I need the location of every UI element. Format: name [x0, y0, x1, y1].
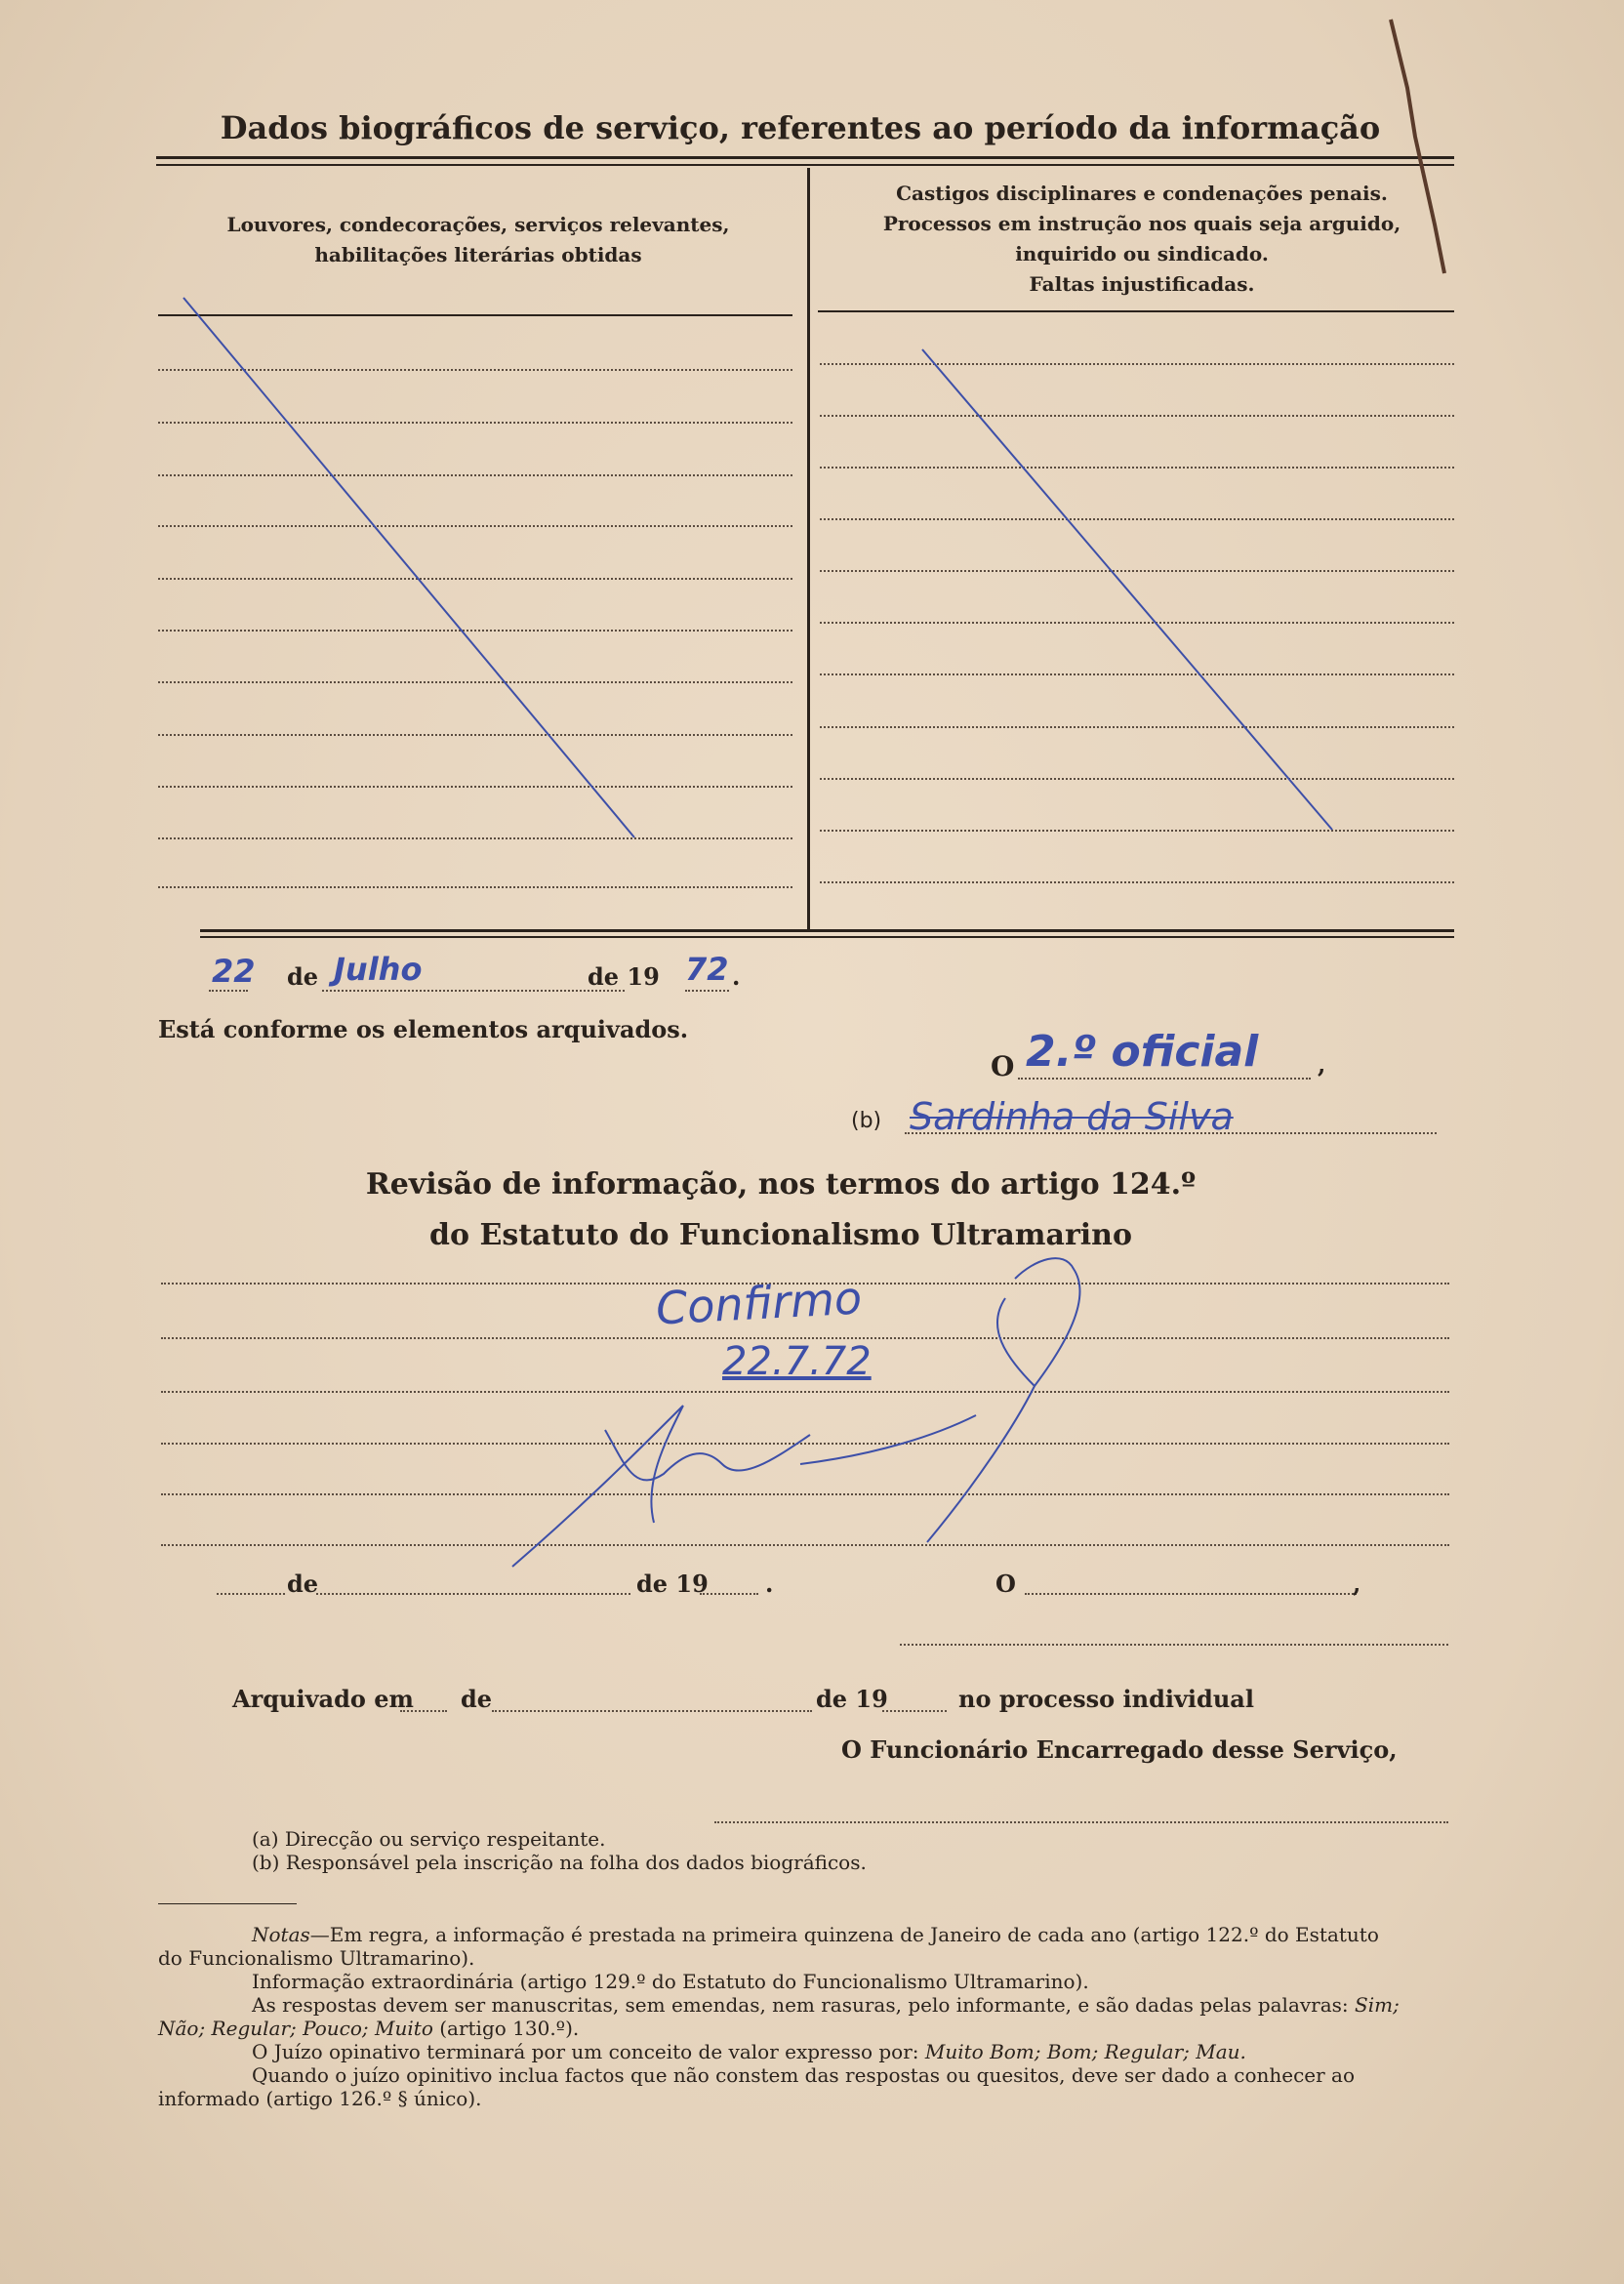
archive-year-dots — [882, 1710, 947, 1712]
rev-signature-dots — [900, 1644, 1448, 1646]
conformity-official — [991, 1027, 1361, 1082]
right-dots-line-11 — [820, 881, 1454, 883]
rev-dots-line-3 — [161, 1391, 1449, 1393]
footnotes — [252, 1827, 867, 1874]
left-dots-line-3 — [158, 474, 792, 476]
right-heading-line4: Faltas injustificadas. — [1029, 272, 1255, 296]
archive-day-dots — [400, 1710, 447, 1712]
official-title: 2.º oficial — [1026, 1027, 1259, 1077]
table-bottom-rule — [200, 929, 1454, 932]
notes-line5-rest: (artigo 130.º). — [439, 2017, 580, 2040]
left-heading-line1: Louvores, condecorações, serviços relevantes, — [226, 213, 730, 236]
rev-day-dots — [217, 1593, 285, 1595]
left-dots-line-8 — [158, 734, 792, 736]
right-dots-line-4 — [820, 518, 1454, 520]
date-day-dots — [209, 990, 248, 992]
title-rule-thin — [156, 164, 1454, 166]
date-end: . — [732, 962, 741, 991]
rev-o-label: O — [995, 1570, 1016, 1598]
rev-dots-line-6 — [161, 1544, 1449, 1546]
notes-block — [158, 1923, 1456, 2110]
handwritten-confirm-date: 22.7.72 — [722, 1339, 872, 1384]
date-month-dots — [322, 990, 625, 992]
right-column-heading — [830, 179, 1454, 300]
notes-line6-text: O Juízo opinativo terminará por um conceito de valor expresso por: — [252, 2040, 919, 2063]
right-heading-rule — [818, 310, 1454, 312]
archive-de-1: de — [461, 1685, 493, 1713]
right-dots-line-10 — [820, 830, 1454, 832]
right-dots-line-5 — [820, 570, 1454, 572]
rev-dots-line-4 — [161, 1443, 1449, 1445]
left-dots-line-7 — [158, 681, 792, 683]
right-heading-line1: Castigos disciplinares e condenações penais. — [896, 182, 1388, 205]
right-dots-line-2 — [820, 415, 1454, 417]
archive-process: no processo individual — [958, 1685, 1254, 1713]
handwritten-confirm: Confirmo — [654, 1271, 864, 1335]
rev-end: . — [765, 1570, 774, 1598]
right-dots-line-3 — [820, 467, 1454, 469]
footnote-separator — [158, 1903, 297, 1904]
notes-line-5 — [158, 2017, 1456, 2040]
responsible-signature: Sardinha da Silva — [910, 1095, 1234, 1138]
responsible-line — [851, 1093, 1437, 1138]
footnote-b: (b) Responsável pela inscrição na folha dos dados biográficos. — [252, 1851, 867, 1874]
left-dots-line-6 — [158, 630, 792, 632]
o-label: O — [991, 1050, 1015, 1082]
date-year: 72 — [685, 951, 729, 988]
notes-line-7: Quando o juízo opinitivo inclua factos que não constem das respostas ou quesitos, deve ser dado a conhecer ao — [252, 2063, 1355, 2087]
left-column-heading — [166, 210, 791, 270]
left-strike-line — [183, 298, 634, 837]
archive-line — [232, 1681, 1306, 1720]
left-dots-line-9 — [158, 786, 792, 788]
revision-title-line1: Revisão de informação, nos termos do artigo 124.º — [365, 1167, 1197, 1202]
date-line — [158, 951, 744, 998]
rev-comma: , — [1353, 1570, 1361, 1598]
rev-de-1: de — [287, 1570, 319, 1598]
rev-year-dots — [700, 1593, 758, 1595]
right-heading-line3: inquirido ou sindicado. — [1015, 242, 1269, 265]
left-dots-line-2 — [158, 422, 792, 424]
date-de-1: de — [287, 962, 319, 991]
left-dots-line-11 — [158, 886, 792, 888]
revision-title-line2: do Estatuto do Funcionalismo Ultramarino — [429, 1218, 1132, 1252]
title-rule — [156, 156, 1454, 159]
right-strike-line — [922, 349, 1332, 830]
notes-line4-text: As respostas devem ser manuscritas, sem emendas, nem rasuras, pelo informante, e são dadas pelas palavras: — [252, 1993, 1349, 2017]
footnote-a: (a) Direcção ou serviço respeitante. — [252, 1827, 606, 1851]
official-dots — [1018, 1078, 1311, 1080]
notes-line6-words: Muito Bom; Bom; Regular; Mau. — [924, 2040, 1246, 2063]
revision-title — [293, 1160, 1269, 1261]
notes-line-4 — [158, 1993, 1456, 2017]
right-dots-line-9 — [820, 778, 1454, 780]
date-de-year: de 19 — [588, 962, 660, 991]
left-heading-line2: habilitações literárias obtidas — [314, 243, 642, 266]
right-dots-line-1 — [820, 363, 1454, 365]
notes-line-1 — [158, 1923, 1456, 1946]
archive-signature-dots — [714, 1821, 1448, 1823]
page-title: Dados biográficos de serviço, referentes ao período da informação — [220, 109, 1381, 146]
left-heading-rule — [158, 314, 792, 316]
left-dots-line-1 — [158, 369, 792, 371]
table-bottom-rule-thin — [200, 936, 1454, 938]
revision-date-line — [217, 1562, 1456, 1601]
notes-line-3: Informação extraordinária (artigo 129.º do Estatuto do Funcionalismo Ultramarino). — [252, 1970, 1089, 1993]
date-month: Julho — [334, 951, 423, 988]
notes-line-2: do Funcionalismo Ultramarino). — [158, 1946, 475, 1970]
b-label: (b) — [851, 1109, 882, 1133]
date-year-dots — [685, 990, 729, 992]
notes-line5-words: Não; Regular; Pouco; Muito — [158, 2017, 433, 2040]
archive-officer: O Funcionário Encarregado desse Serviço, — [841, 1735, 1398, 1764]
left-dots-line-4 — [158, 525, 792, 527]
rev-de-year: de 19 — [636, 1570, 709, 1598]
right-dots-line-6 — [820, 622, 1454, 624]
left-dots-line-5 — [158, 578, 792, 580]
notes-line-8: informado (artigo 126.º § único). — [158, 2087, 482, 2110]
notes-line4-words: Sim; — [1355, 1993, 1400, 2017]
rev-dots-line-5 — [161, 1493, 1449, 1495]
archive-month-dots — [492, 1710, 812, 1712]
right-dots-line-7 — [820, 673, 1454, 675]
left-dots-line-10 — [158, 837, 792, 839]
archive-de-year: de 19 — [816, 1685, 888, 1713]
right-heading-line2: Processos em instrução nos quais seja arguido, — [882, 212, 1401, 235]
notes-line-6 — [158, 2040, 1456, 2063]
column-divider — [807, 168, 810, 931]
conformity-text: Está conforme os elementos arquivados. — [158, 1015, 689, 1043]
notes-line1-text: —Em regra, a informação é prestada na primeira quinzena de Janeiro de cada ano (artigo 122.º do Estatuto — [309, 1923, 1379, 1946]
date-day: 22 — [212, 953, 256, 990]
notes-label: Notas — [252, 1923, 310, 1946]
official-comma: , — [1318, 1050, 1326, 1079]
rev-official-dots — [1025, 1593, 1357, 1595]
rev-month-dots — [316, 1593, 630, 1595]
right-dots-line-8 — [820, 726, 1454, 728]
archived-in: Arquivado em — [232, 1685, 414, 1713]
